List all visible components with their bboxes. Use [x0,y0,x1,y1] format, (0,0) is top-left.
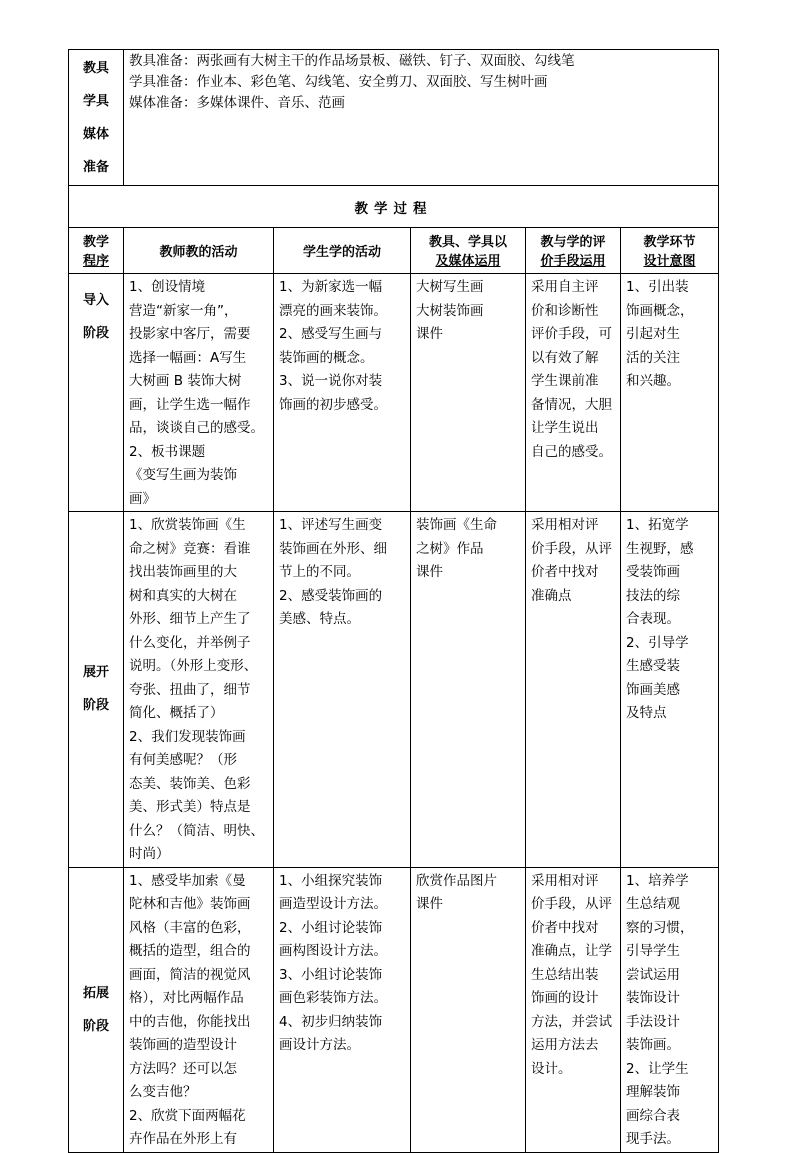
text-line: 格），对比两幅作品 [129,990,244,1006]
text-line: 美感、特点。 [279,611,360,627]
column-header-row [69,228,719,274]
text-line: 欣赏作品图片 [416,872,497,889]
text-line: 什么？（简洁、明快、 [129,822,264,839]
text-line: 生视野，感 [626,540,694,557]
text-line: 投影家中客厅，需要 [129,326,251,342]
text-line: 态美、装饰美、色彩 [129,775,251,792]
text-line: 价手段，从评 [531,896,612,912]
text-line: 什么变化，并举例子 [129,634,251,651]
preparation-row [69,50,719,186]
evaluation-cell [526,274,621,512]
header-evaluation: 教与学的评 价手段运用 [526,228,621,274]
text-line: 价者中找对 [531,919,599,936]
text-line: 概括的造型，组合的 [129,943,251,959]
text-line: 准确点，让学 [531,943,612,959]
text-line: 课件 [416,564,443,580]
text-line: 1、拓宽学 [626,517,689,533]
text-line: 卉作品在外形上有 [129,1131,237,1147]
text-line: 品，谈谈自己的感受。 [129,420,264,436]
text-line: 价者中找对 [531,564,599,580]
text-line: 1、引出装 [626,279,689,295]
text-line: 说明。（外形上变形、 [129,658,258,674]
evaluation-cell [526,867,621,1152]
text-line: 方法吗？还可以怎 [129,1060,237,1077]
text-line: 陀林和吉他》装饰画 [129,896,251,912]
section-title-row [69,186,719,228]
text-line: 1、评述写生画变 [279,517,383,533]
text-line: 采用自主评 [531,279,599,295]
text-line: 画，让学生选一幅作 [129,396,251,413]
text-line: 饰画概念， [626,302,694,319]
text-line: 外形、细节上产生了 [129,611,251,627]
teacher-activity-cell [124,512,274,868]
text-line: 尝试运用 [626,966,680,983]
teacher-activity-cell [124,867,274,1152]
header-teacher-activity: 教师教的活动 [124,228,274,274]
header-media: 教具、学具以 及媒体运用 [411,228,526,274]
text-line: 学生课前准 [531,373,599,389]
stage-label: 导入 阶段 [69,274,124,512]
text-line: 活的关注 [626,349,680,366]
header-design-intent: 教学环节 设计意图 [621,228,719,274]
text-line: 课件 [416,326,443,342]
text-line: 3、小组讨论装饰 [279,966,383,983]
text-line: 备情况，大胆 [531,396,612,413]
media-line: 媒体准备：多媒体课件、音乐、范画 [129,95,345,111]
text-line: 理解装饰 [626,1084,680,1100]
text-line: 装饰画。 [626,1037,680,1053]
text-line: 画综合表 [626,1107,680,1124]
text-line: 1、创设情境 [129,279,206,295]
text-line: 受装饰画 [626,564,680,580]
text-line: 生总结观 [626,896,680,912]
text-line: 树和真实的大树在 [129,587,237,604]
text-line: 2、小组讨论装饰 [279,919,383,936]
text-line: 生总结出装 [531,966,599,983]
text-line: 装饰画《生命 [416,517,497,533]
design-intent-cell [621,512,719,868]
evaluation-cell [526,512,621,868]
text-line: 现手法。 [626,1131,680,1147]
text-line: 美、形式美）特点是 [129,799,251,815]
text-line: 风格（丰富的色彩， [129,919,251,936]
text-line: 画》 [129,490,156,507]
text-line: 之树》作品 [416,540,484,557]
text-line: 漂亮的画来装饰。 [279,302,387,319]
text-line: 大树装饰画 [416,302,484,319]
student-activity-cell [274,512,411,868]
text-line: 及特点 [626,705,667,721]
text-line: 2、感受装饰画的 [279,587,383,604]
preparation-label: 教具 学具 媒体 准备 [69,50,124,186]
text-line: 4、初步归纳装饰 [279,1013,383,1030]
text-line: 大树写生画 [416,279,484,295]
media-cell [411,512,526,868]
header-student-activity: 学生学的活动 [274,228,411,274]
text-line: 有何美感呢？（形 [129,752,237,768]
text-line: 画构图设计方法。 [279,943,387,959]
text-line: 装饰画的概念。 [279,349,374,366]
student-activity-cell [274,867,411,1152]
text-line: 1、培养学 [626,872,689,889]
text-line: 准确点 [531,587,572,604]
text-line: 装饰画在外形、细 [279,540,387,557]
text-line: 大树画 B 装饰大树 [129,373,242,389]
text-line: 2、板书课题 [129,443,206,460]
text-line: 1、欣赏装饰画《生 [129,517,246,533]
text-line: 采用相对评 [531,872,599,889]
text-line: 营造“新家一角”， [129,302,238,319]
text-line: 生感受装 [626,658,680,674]
text-line: 节上的不同。 [279,564,360,580]
stage-row-develop [69,512,719,868]
text-line: 饰画的设计 [531,990,599,1006]
text-line: 引导学生 [626,943,680,959]
text-line: 简化、概括了） [129,705,224,721]
text-line: 饰画美感 [626,681,680,698]
stage-row-extend [69,867,719,1152]
stage-label: 展开 阶段 [69,512,124,868]
text-line: 3、说一说你对装 [279,373,383,389]
text-line: 2、感受写生画与 [279,326,383,342]
text-line: 1、感受毕加索《曼 [129,872,246,889]
student-tools-line: 学具准备：作业本、彩色笔、勾线笔、安全剪刀、双面胶、写生树叶画 [129,74,548,90]
design-intent-cell [621,867,719,1152]
text-line: 评价手段，可 [531,326,612,342]
text-line: 自己的感受。 [531,443,612,460]
text-line: 时尚） [129,846,170,862]
text-line: 采用相对评 [531,517,599,533]
text-line: 装饰画的造型设计 [129,1037,237,1053]
text-line: 夸张、扭曲了，细节 [129,681,251,698]
text-line: 饰画的初步感受。 [279,396,387,413]
text-line: 价手段，从评 [531,540,612,557]
text-line: 2、让学生 [626,1060,689,1077]
text-line: 手法设计 [626,1013,680,1030]
text-line: 运用方法去 [531,1037,599,1053]
text-line: 合表现。 [626,611,680,627]
text-line: 让学生说出 [531,420,599,436]
text-line: 技法的综 [626,587,680,604]
text-line: 设计。 [531,1060,572,1077]
text-line: 方法，并尝试 [531,1013,612,1030]
section-title: 教学过程 [69,186,719,228]
text-line: 找出装饰画里的大 [129,564,237,580]
text-line: 课件 [416,896,443,912]
text-line: 1、小组探究装饰 [279,872,383,889]
text-line: 中的吉他，你能找出 [129,1013,251,1030]
text-line: 么变吉他？ [129,1084,197,1100]
text-line: 画面，简洁的视觉风 [129,966,251,983]
text-line: 引起对生 [626,326,680,342]
text-line: 《变写生画为装饰 [129,467,237,483]
stage-label: 拓展 阶段 [69,867,124,1152]
header-procedure: 教学 程序 [69,228,124,274]
text-line: 2、我们发现装饰画 [129,728,246,745]
text-line: 以有效了解 [531,349,599,366]
text-line: 2、欣赏下面两幅花 [129,1107,246,1124]
text-line: 价和诊断性 [531,302,599,319]
text-line: 察的习惯， [626,919,694,936]
design-intent-cell [621,274,719,512]
student-activity-cell [274,274,411,512]
lesson-plan-table [68,49,719,1153]
lesson-plan-document [68,49,718,1153]
text-line: 画设计方法。 [279,1037,360,1053]
text-line: 画造型设计方法。 [279,896,387,912]
teacher-activity-cell [124,274,274,512]
text-line: 选择一幅画：A写生 [129,349,247,366]
preparation-content [124,50,719,186]
text-line: 1、为新家选一幅 [279,279,383,295]
text-line: 2、引导学 [626,634,689,651]
teaching-aids-line: 教具准备：两张画有大树主干的作品场景板、磁铁、钉子、双面胶、勾线笔 [129,53,575,69]
text-line: 画色彩装饰方法。 [279,990,387,1006]
text-line: 和兴趣。 [626,373,680,389]
stage-row-intro [69,274,719,512]
media-cell [411,274,526,512]
media-cell [411,867,526,1152]
text-line: 装饰设计 [626,990,680,1006]
text-line: 命之树》竞赛：看谁 [129,540,251,557]
